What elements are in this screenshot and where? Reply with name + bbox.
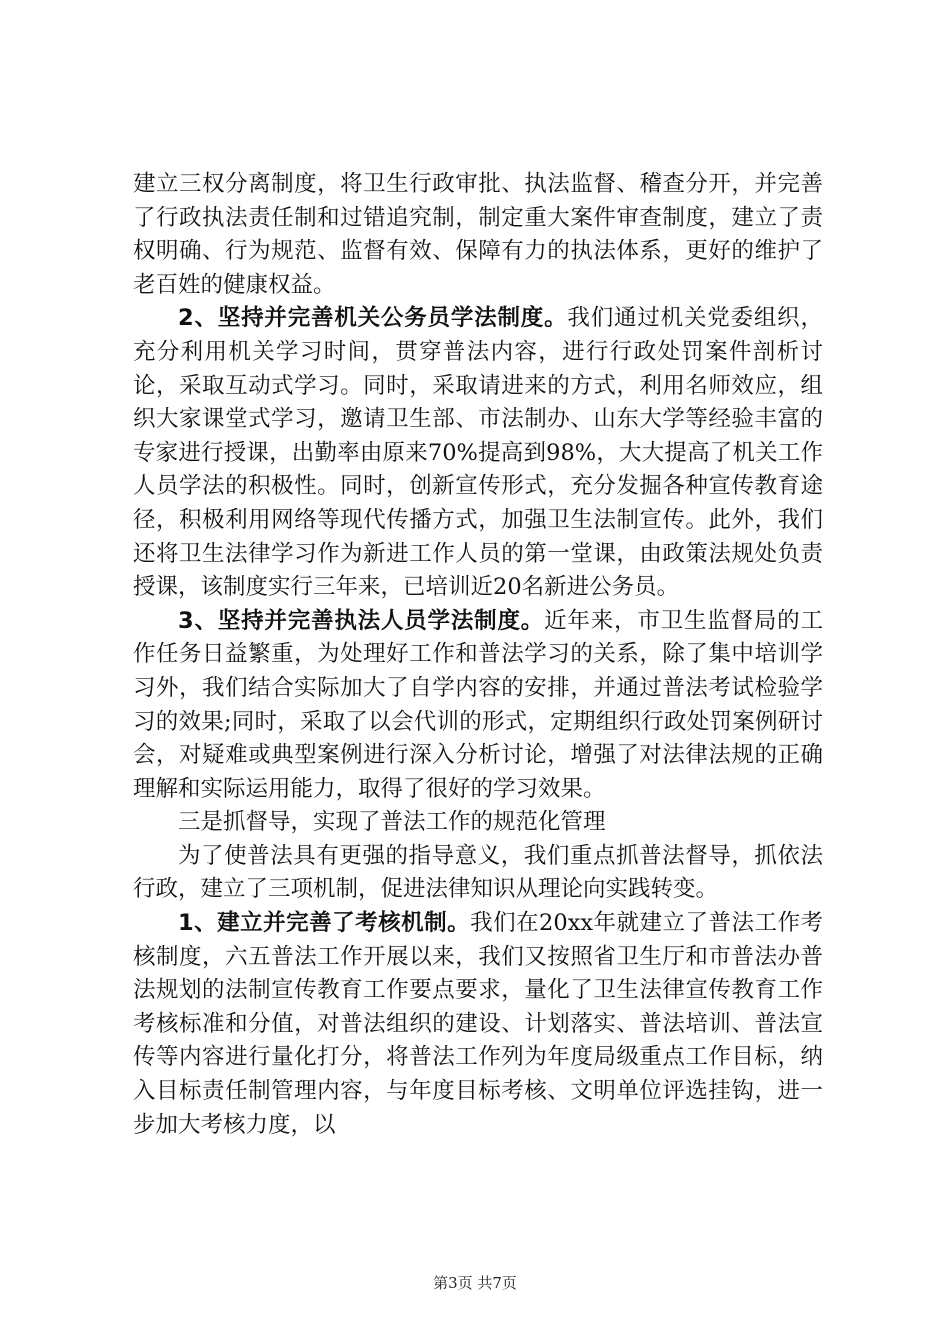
paragraph-lead: 2、坚持并完善机关公务员学法制度。 xyxy=(178,305,568,332)
paragraph-text: 我们在20xx年就建立了普法工作考核制度，六五普法工作开展以来，我们又按照省卫生厅和市普法办普法规划的法制宣传教育工作要点要求，量化了卫生法律宣传教育工作考核标准和分值，对普法组织的建设、计划落实、普法培训、普法宣传等内容进行量化打分，将普法工作列为年度局级重点工作目标，纳入目标责任制管理内容，与年度目标考核、文明单位评选挂钩，进一步加大考核力度，以 xyxy=(133,910,824,1138)
paragraph-text: 近年来，市卫生监督局的工作任务日益繁重，为处理好工作和普法学习的关系，除了集中培训学习外，我们结合实际加大了自学内容的安排，并通过普法考试检验学习的效果;同时，采取了以会代训的形式，定期组织行政处罚案例研讨会，对疑难或典型案例进行深入分析讨论，增强了对法律法规的正确理解和实际运用能力，取得了很好的学习效果。 xyxy=(133,607,823,802)
paragraph xyxy=(133,907,823,1142)
paragraph-lead: 3、坚持并完善执法人员学法制度。 xyxy=(178,607,545,634)
page-footer xyxy=(0,1272,950,1293)
paragraph xyxy=(133,605,823,807)
paragraph xyxy=(133,840,823,907)
section-heading xyxy=(133,806,823,840)
paragraph-text: 我们通过机关党委组织，充分利用机关学习时间，贯穿普法内容，进行行政处罚案件剖析讨论，采取互动式学习。同时，采取请进来的方式，利用名师效应，组织大家课堂式学习，邀请卫生部、市法制办、山东大学等经验丰富的专家进行授课，出勤率由原来70%提高到98%，大大提高了机关工作人员学法的积极性。同时，创新宣传形式，充分发掘各种宣传教育途径，积极利用网络等现代传播方式，加强卫生法制宣传。此外，我们还将卫生法律学习作为新进工作人员的第一堂课，由政策法规处负责授课，该制度实行三年来，已培训近20名新进公务员。 xyxy=(133,305,823,601)
paragraph xyxy=(133,302,823,604)
page-number: 第3页 共7页 xyxy=(433,1274,517,1292)
paragraph-lead: 1、建立并完善了考核机制。 xyxy=(178,910,471,937)
document-body xyxy=(133,168,823,1142)
paragraph xyxy=(133,168,823,302)
paragraph-text: 为了使普法具有更强的指导意义，我们重点抓普法督导，抓依法行政，建立了三项机制，促进法律知识从理论向实践转变。 xyxy=(133,842,823,903)
paragraph-text: 建立三权分离制度，将卫生行政审批、执法监督、稽查分开，并完善了行政执法责任制和过错追究制，制定重大案件审查制度，建立了责权明确、行为规范、监督有效、保障有力的执法体系，更好的维护了老百姓的健康权益。 xyxy=(133,171,823,298)
paragraph-text: 三是抓督导，实现了普法工作的规范化管理 xyxy=(178,809,606,836)
